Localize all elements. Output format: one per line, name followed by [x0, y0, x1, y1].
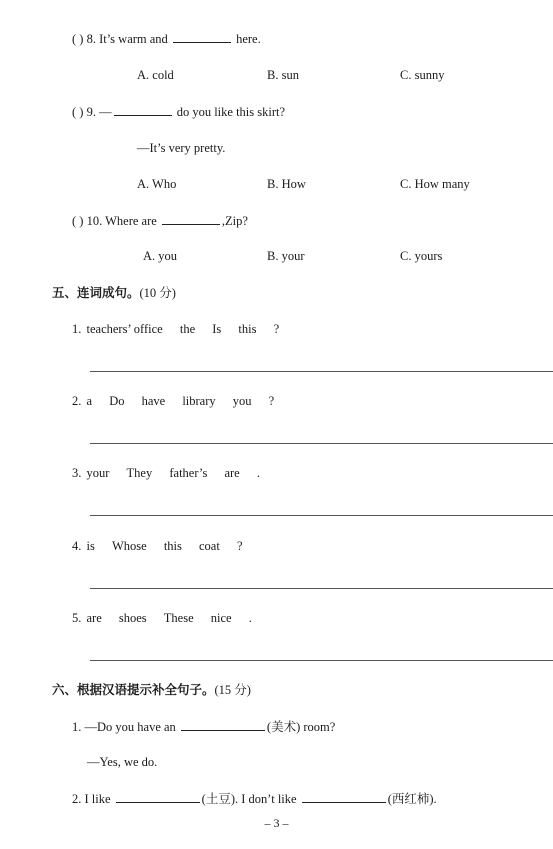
sentence-text: (西红柿). — [387, 792, 437, 806]
section-points: (10 分) — [139, 286, 176, 300]
reorder-item-4 — [72, 538, 257, 554]
word-token: the — [179, 322, 196, 336]
stem-text: here. — [236, 32, 261, 46]
sentence-text: 2. I like — [72, 792, 111, 806]
stem-text: do you like this skirt? — [176, 105, 286, 119]
dialogue-reply: —It’s very pretty. — [137, 141, 226, 155]
word-token: are — [86, 611, 102, 625]
reorder-item-5 — [72, 610, 266, 626]
item-number: 1. — [72, 322, 82, 336]
reorder-item-3 — [72, 465, 274, 481]
option-b[interactable]: B. your — [267, 249, 305, 263]
option-a[interactable]: A. you — [143, 249, 178, 263]
sentence-text: (土豆). I don’t like — [201, 792, 297, 806]
option-b[interactable]: B. sun — [267, 68, 299, 82]
answer-line-1[interactable] — [90, 371, 553, 372]
word-token: nice — [210, 611, 232, 625]
word-token: ? — [268, 394, 275, 408]
stem-text: 10. Where are — [86, 214, 157, 228]
fill-blank[interactable] — [114, 103, 172, 116]
fill-blank[interactable] — [116, 790, 200, 803]
word-token: Whose — [111, 539, 147, 553]
word-token: library — [182, 394, 216, 408]
option-c[interactable]: C. How many — [400, 177, 470, 191]
reorder-item-1 — [72, 321, 293, 337]
page-number: – 3 – — [264, 816, 289, 830]
word-token: a — [86, 394, 93, 408]
completion-item-1 — [72, 718, 335, 735]
fill-blank[interactable] — [181, 718, 265, 731]
answer-line-4[interactable] — [90, 588, 553, 589]
question-9 — [72, 103, 285, 120]
option-a[interactable]: A. Who — [137, 177, 177, 191]
word-token: you — [232, 394, 252, 408]
word-token: ? — [273, 322, 280, 336]
section-6-heading — [52, 682, 251, 698]
sentence-text: (美术) room? — [266, 720, 336, 734]
option-c[interactable]: C. sunny — [400, 68, 445, 82]
option-a[interactable]: A. cold — [137, 68, 174, 82]
word-token: Do — [109, 394, 125, 408]
item-number: 3. — [72, 466, 82, 480]
word-token: Is — [212, 322, 222, 336]
sentence-text: 1. —Do you have an — [72, 720, 176, 734]
word-token: are — [224, 466, 240, 480]
fill-blank[interactable] — [173, 30, 231, 43]
word-token: These — [163, 611, 194, 625]
section-title: 五、连词成句。 — [52, 285, 140, 300]
answer-line-3[interactable] — [90, 515, 553, 516]
section-points: (15 分) — [214, 683, 251, 697]
stem-text: 9. — — [86, 105, 112, 119]
word-token: is — [86, 539, 95, 553]
word-token: have — [141, 394, 166, 408]
word-token: teachers’ office — [86, 322, 163, 336]
answer-paren[interactable]: ( ) — [72, 105, 84, 119]
question-10 — [72, 212, 248, 229]
fill-blank[interactable] — [302, 790, 386, 803]
section-title: 六、根据汉语提示补全句子。 — [52, 682, 215, 697]
word-token: shoes — [118, 611, 147, 625]
dialogue-reply: —Yes, we do. — [87, 755, 158, 769]
fill-blank[interactable] — [162, 212, 220, 225]
item-number: 2. — [72, 394, 82, 408]
answer-paren[interactable]: ( ) — [72, 32, 84, 46]
item-number: 5. — [72, 611, 82, 625]
word-token: ? — [236, 539, 243, 553]
answer-line-5[interactable] — [90, 660, 553, 661]
item-number: 4. — [72, 539, 82, 553]
word-token: your — [86, 466, 110, 480]
stem-text: 8. It’s warm and — [86, 32, 168, 46]
option-b[interactable]: B. How — [267, 177, 306, 191]
word-token: this — [238, 322, 257, 336]
word-token: . — [248, 611, 252, 625]
option-c[interactable]: C. yours — [400, 249, 443, 263]
word-token: They — [126, 466, 153, 480]
question-8 — [72, 30, 261, 47]
word-token: . — [256, 466, 260, 480]
section-5-heading — [52, 285, 176, 301]
word-token: father’s — [169, 466, 208, 480]
reorder-item-2 — [72, 393, 288, 409]
completion-item-2 — [72, 790, 437, 807]
word-token: this — [163, 539, 182, 553]
word-token: coat — [199, 539, 220, 553]
answer-line-2[interactable] — [90, 443, 553, 444]
stem-text: ,Zip? — [221, 214, 248, 228]
answer-paren[interactable]: ( ) — [72, 214, 84, 228]
